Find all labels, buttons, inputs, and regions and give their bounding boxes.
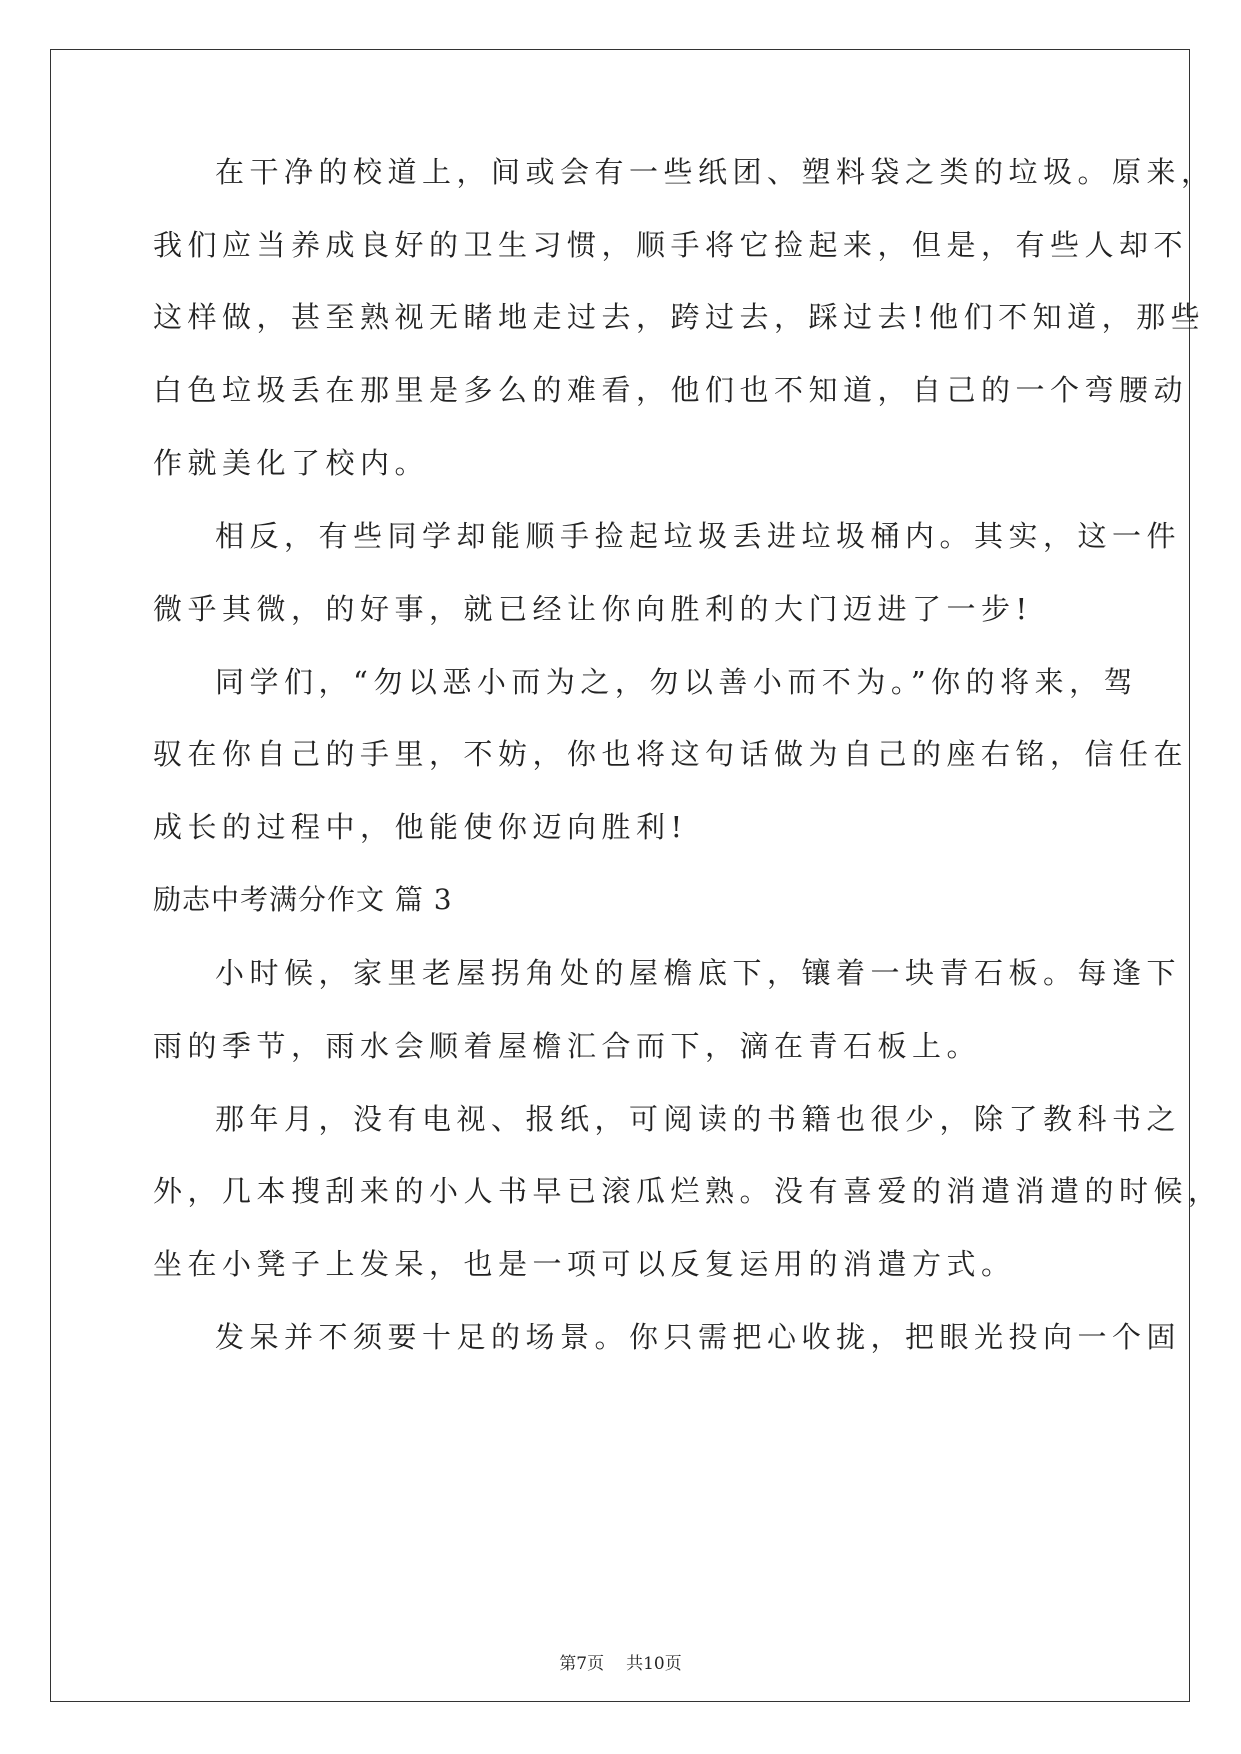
paragraph-5-line-3: 坐在小凳子上发呆，也是一项可以反复运用的消遣方式。 [153,1247,1016,1281]
paragraph-4-line-1: 小时候，家里老屋拐角处的屋檐底下，镶着一块青石板。每逢下 [215,956,1182,990]
page-number: 第7页 [559,1654,605,1674]
paragraph-3-line-1: 同学们，“勿以恶小而为之，勿以善小而不为。”你的将来，驾 [215,665,1139,699]
page-footer [0,1652,1241,1676]
paragraph-1-line-5: 作就美化了校内。 [153,446,430,480]
paragraph-6-line-1: 发呆并不须要十足的场景。你只需把心收拢，把眼光投向一个固 [215,1320,1182,1354]
paragraph-2-line-1: 相反，有些同学却能顺手捡起垃圾丢进垃圾桶内。其实，这一件 [215,519,1182,553]
paragraph-1-line-2: 我们应当养成良好的卫生习惯，顺手将它捡起来，但是，有些人却不 [153,228,1189,262]
paragraph-5-line-2: 外，几本搜刮来的小人书早已滚瓜烂熟。没有喜爱的消遣消遣的时候， [153,1174,1223,1208]
paragraph-5-line-1: 那年月，没有电视、报纸，可阅读的书籍也很少，除了教科书之 [215,1102,1182,1136]
paragraph-1-line-4: 白色垃圾丢在那里是多么的难看，他们也不知道，自己的一个弯腰动 [153,373,1189,407]
paragraph-4-line-2: 雨的季节，雨水会顺着屋檐汇合而下，滴在青石板上。 [153,1029,982,1063]
paragraph-3-line-3: 成长的过程中，他能使你迈向胜利! [153,810,688,844]
paragraph-1-line-3: 这样做，甚至熟视无睹地走过去，跨过去，踩过去!他们不知道，那些 [153,300,1206,334]
paragraph-2-line-2: 微乎其微，的好事，就已经让你向胜利的大门迈进了一步! [153,592,1033,626]
paragraph-3-line-2: 驭在你自己的手里，不妨，你也将这句话做为自己的座右铭，信任在 [153,737,1189,771]
page-total: 共10页 [626,1654,682,1674]
section-heading: 励志中考满分作文 篇 3 [153,883,453,916]
paragraph-1-line-1: 在干净的校道上，间或会有一些纸团、塑料袋之类的垃圾。原来， [215,155,1216,189]
